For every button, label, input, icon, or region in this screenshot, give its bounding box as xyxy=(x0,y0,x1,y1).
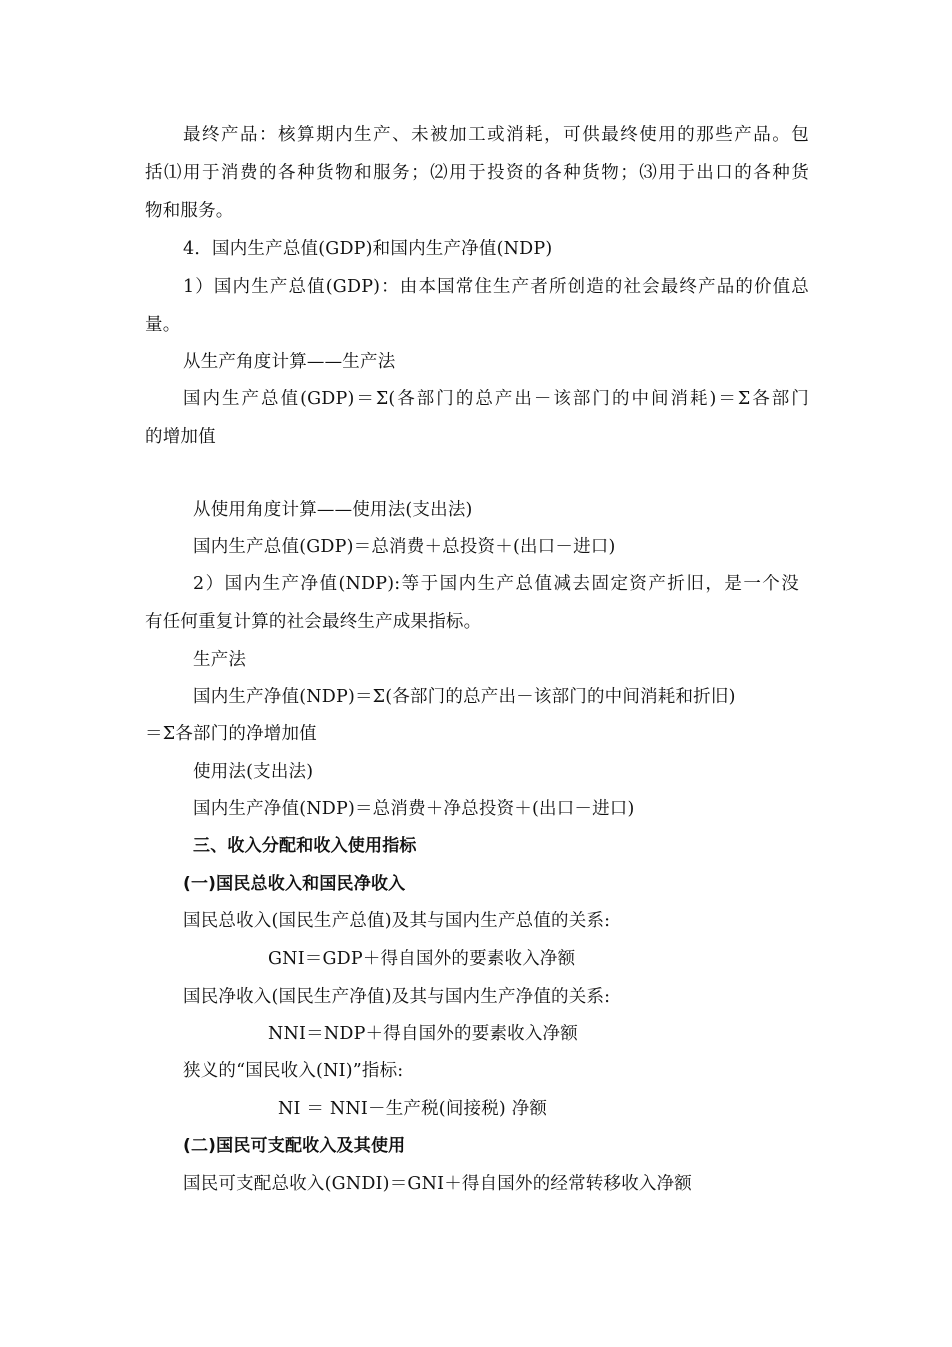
paragraph-line: 最终产品：核算期内生产、未被加工或消耗，可供最终使用的那些产品。包 xyxy=(183,125,809,145)
formula-line: NI ＝ NNI－生产税(间接税) 净额 xyxy=(278,1099,548,1119)
formula-line: 国内生产净值(NDP)＝总消费＋净总投资＋(出口－进口) xyxy=(193,799,635,819)
formula-line: 国民可支配总收入(GNDI)＝GNI＋得自国外的经常转移收入净额 xyxy=(183,1174,692,1194)
paragraph-line: 国民总收入(国民生产总值)及其与国内生产总值的关系: xyxy=(183,911,611,931)
paragraph-line: 狭义的“国民收入(NI)”指标: xyxy=(183,1061,404,1081)
paragraph-line: 从生产角度计算——生产法 xyxy=(183,352,396,372)
paragraph-line: 从使用角度计算——使用法(支出法) xyxy=(193,500,473,520)
paragraph-line: 量。 xyxy=(145,315,181,335)
subsection-heading: (一)国民总收入和国民净收入 xyxy=(183,874,406,894)
paragraph-line: 国民净收入(国民生产净值)及其与国内生产净值的关系: xyxy=(183,987,611,1007)
section-heading: 三、收入分配和收入使用指标 xyxy=(193,836,417,856)
formula-line: GNI＝GDP＋得自国外的要素收入净额 xyxy=(268,949,576,969)
paragraph-line: 有任何重复计算的社会最终生产成果指标。 xyxy=(145,612,482,632)
formula-line: 国内生产净值(NDP)＝Σ(各部门的总产出－该部门的中间消耗和折旧) xyxy=(193,687,736,707)
paragraph-line: 括⑴用于消费的各种货物和服务；⑵用于投资的各种货物；⑶用于出口的各种货 xyxy=(145,163,809,183)
paragraph-line: 使用法(支出法) xyxy=(193,762,314,782)
paragraph-line: 1）国内生产总值(GDP)：由本国常住生产者所创造的社会最终产品的价值总 xyxy=(183,277,809,297)
formula-line: 国内生产总值(GDP)＝Σ(各部门的总产出－该部门的中间消耗)＝Σ各部门 xyxy=(183,389,809,409)
section-heading: 4．国内生产总值(GDP)和国内生产净值(NDP) xyxy=(183,239,553,259)
formula-line: NNI＝NDP＋得自国外的要素收入净额 xyxy=(268,1024,578,1044)
paragraph-line: 物和服务。 xyxy=(145,201,234,221)
paragraph-line: 生产法 xyxy=(193,650,247,670)
formula-line: ＝Σ各部门的净增加值 xyxy=(145,724,317,744)
formula-line: 的增加值 xyxy=(145,427,216,447)
formula-line: 国内生产总值(GDP)＝总消费＋总投资＋(出口－进口) xyxy=(193,537,616,557)
subsection-heading: (二)国民可支配收入及其使用 xyxy=(183,1136,406,1156)
paragraph-line: 2）国内生产净值(NDP):等于国内生产总值减去固定资产折旧，是一个没 xyxy=(193,574,799,594)
